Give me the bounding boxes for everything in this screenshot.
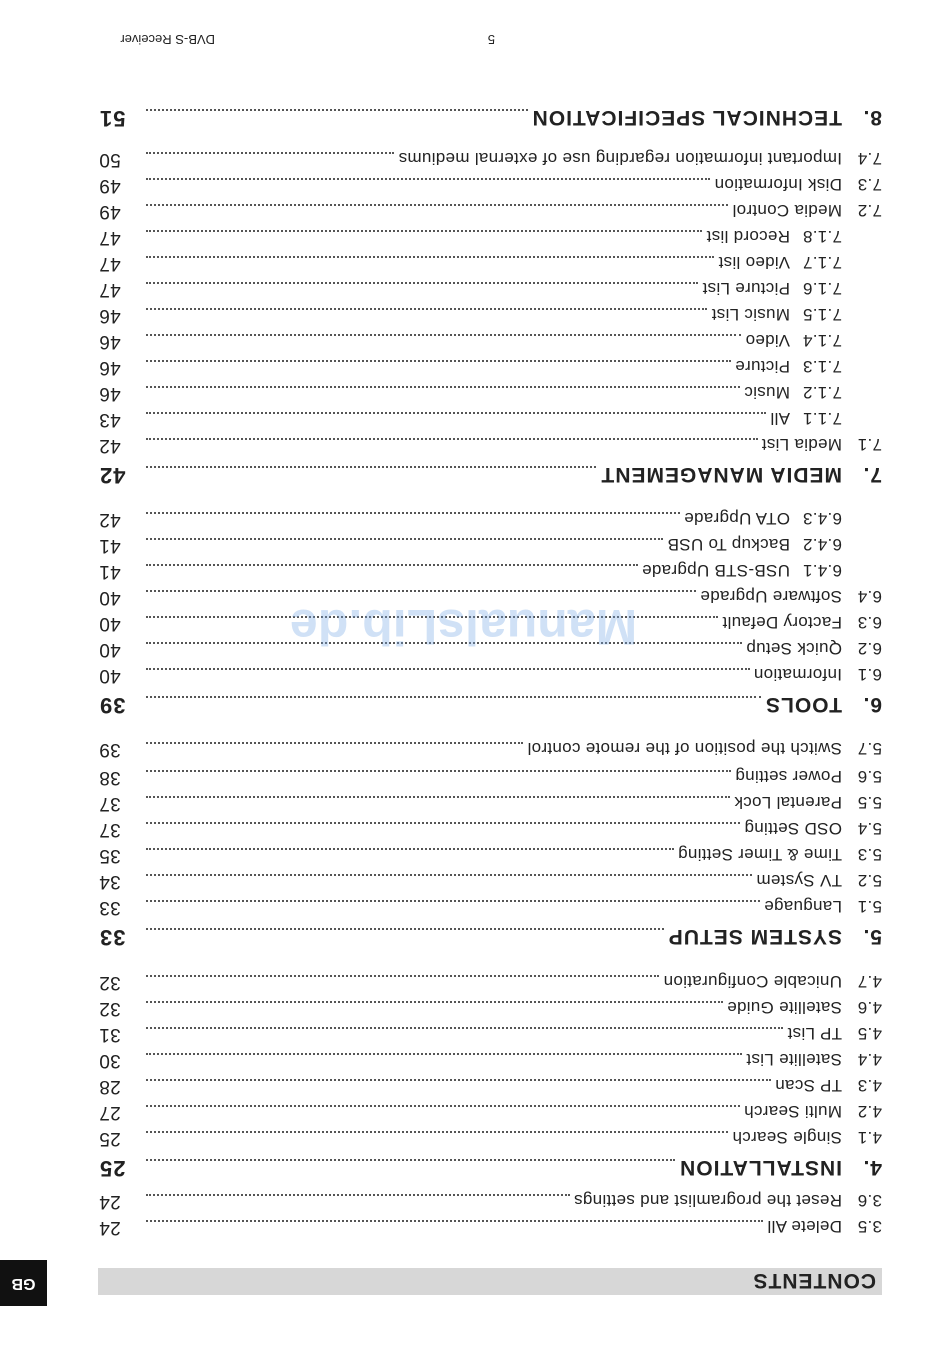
toc-entry	[99, 1127, 882, 1149]
toc-number: 7.3	[857, 175, 882, 194]
toc-number: 7.1.5	[802, 305, 842, 324]
toc-entry	[99, 278, 882, 300]
dot-leader	[146, 466, 596, 468]
toc-entry	[99, 1216, 882, 1238]
toc-title: Language	[763, 897, 842, 916]
toc-number: 7.1.1	[802, 409, 842, 428]
toc-page-number: 40	[99, 613, 121, 634]
toc-title: TP Scan	[775, 1076, 842, 1095]
toc-page-number: 32	[99, 972, 121, 993]
toc-page-number: 46	[99, 331, 121, 352]
toc-number: 6.2	[857, 639, 882, 658]
toc-number: 7.1.4	[802, 331, 842, 350]
toc-title: Record list	[706, 227, 790, 246]
toc-page-number: 24	[99, 1217, 121, 1238]
toc-number: 7.4	[857, 149, 882, 168]
dot-leader	[146, 900, 760, 902]
toc-number: 4.4	[857, 1050, 882, 1069]
toc-page-number: 51	[99, 106, 126, 131]
toc-title: Parental Lock	[734, 793, 842, 812]
toc-page-number: 42	[99, 509, 121, 530]
dot-leader	[146, 178, 710, 180]
toc-title: Video list	[718, 253, 790, 272]
dot-leader	[146, 1079, 771, 1081]
toc-title: Music	[744, 383, 790, 402]
toc-number: 4.7	[857, 972, 882, 991]
toc-title: Reset the programlist and settings	[573, 1191, 842, 1210]
dot-leader	[146, 334, 741, 336]
toc-number: 4.	[862, 1156, 882, 1179]
toc-page-number: 31	[99, 1024, 121, 1045]
toc-page-number: 46	[99, 357, 121, 378]
toc-entry	[99, 997, 882, 1019]
toc-entry	[99, 508, 882, 530]
toc-page-number: 46	[99, 383, 121, 404]
contents-header-bar	[98, 1268, 882, 1295]
toc-chapter	[99, 924, 882, 950]
dot-leader	[146, 616, 718, 618]
toc-entry	[99, 200, 882, 222]
toc-page-number: 25	[99, 1128, 121, 1149]
dot-leader	[146, 848, 674, 850]
toc-entry	[99, 844, 882, 866]
toc-chapter	[99, 1155, 882, 1181]
toc-number: 5.6	[857, 767, 882, 786]
toc-page-number: 39	[99, 693, 126, 718]
dot-leader	[146, 1105, 740, 1107]
dot-leader	[146, 282, 698, 284]
toc-title: Satellite List	[746, 1050, 842, 1069]
toc-number: 6.	[862, 693, 882, 716]
dot-leader	[146, 796, 730, 798]
toc-number: 3.6	[857, 1191, 882, 1210]
dot-leader	[146, 1027, 783, 1029]
toc-page-number: 37	[99, 819, 121, 840]
dot-leader	[146, 204, 728, 206]
toc-number: 7.1.6	[802, 279, 842, 298]
toc-page-number: 42	[99, 435, 121, 456]
toc-page-number: 47	[99, 227, 121, 248]
toc-number: 4.5	[857, 1024, 882, 1043]
toc-entry	[99, 560, 882, 582]
watermark: ManualsLib.de	[290, 599, 638, 655]
toc-page-number: 28	[99, 1076, 121, 1097]
toc-title: TOOLS	[765, 693, 842, 716]
dot-leader	[146, 642, 742, 644]
toc-title: OTA Upgrade	[684, 509, 790, 528]
toc-page-number: 37	[99, 793, 121, 814]
toc-number: 4.3	[857, 1076, 882, 1095]
toc-page-number: 40	[99, 665, 121, 686]
dot-leader	[146, 770, 731, 772]
dot-leader	[146, 109, 528, 111]
toc-title: Important information regarding use of external mediums	[398, 149, 842, 168]
toc-title: Media List	[761, 435, 842, 454]
toc-title: Single Search	[732, 1128, 842, 1147]
toc-page-number: 41	[99, 561, 121, 582]
toc-page-number: 32	[99, 998, 121, 1019]
dot-leader	[146, 360, 731, 362]
dot-leader	[146, 1194, 570, 1196]
toc-title: TV System	[756, 871, 842, 890]
toc-entry	[99, 252, 882, 274]
language-tab-label: GB	[11, 1275, 36, 1292]
toc-page-number: 41	[99, 535, 121, 556]
toc-page-number: 49	[99, 175, 121, 196]
toc-page-number: 50	[99, 149, 121, 170]
toc-number: 3.5	[857, 1217, 882, 1236]
toc-entry	[99, 1049, 882, 1071]
toc-number: 5.	[862, 925, 882, 948]
toc-number: 4.2	[857, 1102, 882, 1121]
toc-title: Switch the position of the remote control	[527, 739, 842, 758]
toc-number: 8.	[862, 106, 882, 129]
toc-title: Picture	[734, 357, 790, 376]
dot-leader	[146, 512, 680, 514]
toc-title: Factory Default	[722, 613, 842, 632]
dot-leader	[146, 874, 752, 876]
toc-entry	[99, 330, 882, 352]
toc-title: Disk Information	[714, 175, 842, 194]
toc-page-number: 33	[99, 925, 126, 950]
toc-title: TECHNICAL SPECIFICATION	[531, 106, 842, 129]
toc-entry	[99, 174, 882, 196]
toc-entry	[99, 304, 882, 326]
toc-number: 7.1.7	[802, 253, 842, 272]
dot-leader	[146, 696, 761, 698]
toc-entry	[99, 896, 882, 918]
toc-entry	[99, 1023, 882, 1045]
toc-page-number: 24	[99, 1191, 121, 1212]
toc-page-number: 34	[99, 871, 121, 892]
toc-title: Media Control	[732, 201, 842, 220]
toc-number: 7.1.2	[802, 383, 842, 402]
toc-title: Picture List	[702, 279, 790, 298]
toc-page-number: 40	[99, 639, 121, 660]
toc-number: 5.5	[857, 793, 882, 812]
toc-page-number: 49	[99, 201, 121, 222]
toc-chapter	[99, 462, 882, 488]
toc-entry	[99, 612, 882, 634]
toc-title: USB-STB Upgrade	[641, 561, 790, 580]
toc-entry	[99, 408, 882, 430]
toc-number: 4.6	[857, 998, 882, 1017]
toc-page-number: 47	[99, 279, 121, 300]
toc-title: Quick Setup	[746, 639, 842, 658]
toc-number: 6.3	[857, 613, 882, 632]
toc-entry	[99, 586, 882, 608]
toc-title: Delete All	[767, 1217, 842, 1236]
toc-number: 7.1.3	[802, 357, 842, 376]
toc-page-number: 47	[99, 253, 121, 274]
dot-leader	[146, 975, 659, 977]
toc-entry	[99, 1101, 882, 1123]
toc-number: 6.4.3	[802, 509, 842, 528]
toc-entry	[99, 1190, 882, 1212]
footer-page-number: 5	[487, 32, 495, 47]
toc-number: 5.3	[857, 845, 882, 864]
toc-title: Multi Search	[743, 1102, 842, 1121]
toc-title: Satellite Guide	[726, 998, 842, 1017]
dot-leader	[146, 564, 638, 566]
toc-entry	[99, 738, 882, 760]
dot-leader	[146, 412, 766, 414]
toc-entry	[99, 792, 882, 814]
toc-number: 6.4.1	[802, 561, 842, 580]
dot-leader	[146, 538, 663, 540]
toc-entry	[99, 148, 882, 170]
toc-entry	[99, 766, 882, 788]
toc-chapter	[99, 692, 882, 718]
toc-entry	[99, 1075, 882, 1097]
toc-page-number: 46	[99, 305, 121, 326]
dot-leader	[146, 1131, 728, 1133]
toc-entry	[99, 971, 882, 993]
dot-leader	[146, 438, 758, 440]
toc-title: OSD Setting	[744, 819, 842, 838]
dot-leader	[146, 308, 707, 310]
toc-title: SYSTEM SETUP	[667, 925, 842, 948]
dot-leader	[146, 152, 394, 154]
toc-number: 5.2	[857, 871, 882, 890]
section-title: CONTENTS	[752, 1269, 876, 1292]
toc-title: MEDIA MANAGEMENT	[600, 463, 842, 486]
toc-page-number: 30	[99, 1050, 121, 1071]
toc-page-number: 40	[99, 587, 121, 608]
toc-title: Music List	[711, 305, 790, 324]
toc-title: Software Upgrade	[700, 587, 842, 606]
toc-entry	[99, 818, 882, 840]
dot-leader	[146, 928, 664, 930]
footer-product-title: DVB-S Receiver	[120, 32, 215, 47]
toc-entry	[99, 356, 882, 378]
toc-number: 6.4	[857, 587, 882, 606]
dot-leader	[146, 1053, 742, 1055]
toc-title: Power setting	[735, 767, 842, 786]
language-tab	[0, 1260, 47, 1306]
toc-page-number: 35	[99, 845, 121, 866]
toc-page-number: 25	[99, 1156, 126, 1181]
toc-page-number: 42	[99, 463, 126, 488]
toc-entry	[99, 434, 882, 456]
dot-leader	[146, 590, 696, 592]
toc-number: 5.1	[857, 897, 882, 916]
toc-number: 6.4.2	[802, 535, 842, 554]
toc-number: 7.1	[857, 435, 882, 454]
toc-number: 7.	[862, 463, 882, 486]
toc-page-number: 39	[99, 739, 121, 760]
toc-number: 5.7	[857, 739, 882, 758]
toc-title: Unicable Configuration	[663, 972, 842, 991]
dot-leader	[146, 386, 740, 388]
dot-leader	[146, 230, 702, 232]
toc-page-number: 27	[99, 1102, 121, 1123]
toc-page-number: 38	[99, 767, 121, 788]
toc-number: 7.1.8	[802, 227, 842, 246]
dot-leader	[146, 1001, 723, 1003]
dot-leader	[146, 256, 714, 258]
toc-page-number: 33	[99, 897, 121, 918]
toc-number: 6.1	[857, 665, 882, 684]
toc-title: INSTALLATION	[679, 1156, 842, 1179]
toc-entry	[99, 226, 882, 248]
toc-number: 4.1	[857, 1128, 882, 1147]
toc-title: TP List	[787, 1024, 842, 1043]
toc-entry	[99, 870, 882, 892]
toc-entry	[99, 664, 882, 686]
toc-page-number: 43	[99, 409, 121, 430]
toc-number: 5.4	[857, 819, 882, 838]
dot-leader	[146, 822, 740, 824]
toc-title: Backup To USB	[667, 535, 790, 554]
toc-title: Video	[745, 331, 790, 350]
dot-leader	[146, 1159, 675, 1161]
toc-title: Time & Timer Setting	[677, 845, 842, 864]
toc-number: 7.2	[857, 201, 882, 220]
toc-title: Information	[753, 665, 842, 684]
toc-entry	[99, 382, 882, 404]
dot-leader	[146, 1220, 763, 1222]
dot-leader	[146, 668, 750, 670]
toc-entry	[99, 638, 882, 660]
toc-chapter	[99, 105, 882, 131]
dot-leader	[146, 742, 523, 744]
toc-entry	[99, 534, 882, 556]
toc-title: All	[770, 409, 790, 428]
